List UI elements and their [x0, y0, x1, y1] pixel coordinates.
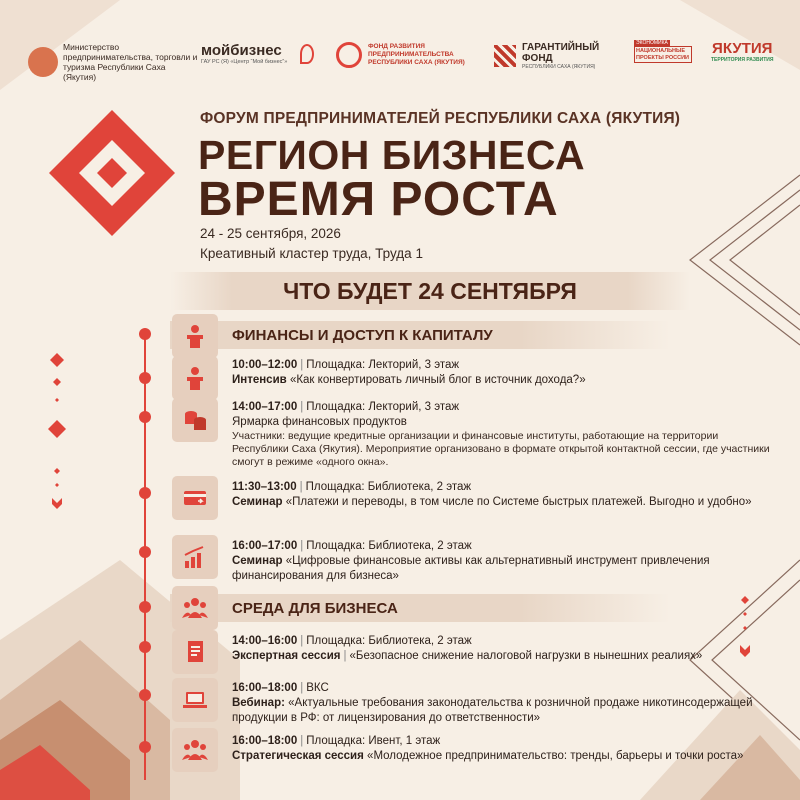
event-time: 14:00–16:00 — [232, 635, 298, 647]
event-kind: Семинар — [232, 496, 283, 508]
section-header — [170, 594, 670, 622]
event-description: Участники: ведущие кредитные организации и финансовые институты, работающие на территории Республики Саха (Якутия). Мероприятие организовано в формате открытой контактной сессии, где участники смогут в режиме «одного окна». — [232, 430, 770, 468]
event-item: 14:00–17:00 | Площадка: Лекторий, 3 этаж Ярмарка финансовых продуктов Участники: ведущие кредитные организации и финансовые институты, работающие на территории Республики Саха (Якутия). Мероприятие организовано в формате открытой контактной сессии, где участники смогут в режиме «одного окна». — [232, 400, 777, 469]
event-venue: Площадка: Лекторий, 3 этаж — [306, 401, 460, 413]
yakutia-logo-sub: ТЕРРИТОРИЯ РАЗВИТИЯ — [711, 57, 774, 63]
event-text: Ярмарка финансовых продуктов — [232, 416, 407, 428]
event-date: 24 - 25 сентября, 2026 — [200, 226, 341, 241]
timeline-dot — [139, 641, 151, 653]
people-group-icon — [172, 728, 218, 772]
event-text: «Как конвертировать личный блог в источник дохода?» — [289, 374, 586, 386]
timeline-dot — [139, 372, 151, 384]
national-projects-main: НАЦИОНАЛЬНЫЕ ПРОЕКТЫ РОССИИ — [634, 46, 692, 63]
national-projects-top: ЭКОНОМИКА — [636, 40, 668, 46]
event-venue: Площадка: Лекторий, 3 этаж — [306, 359, 460, 371]
laptop-icon — [172, 678, 218, 722]
event-venue: Площадка: Библиотека, 2 этаж — [306, 540, 472, 552]
speaker-podium-icon — [172, 356, 218, 400]
card-transfer-icon — [172, 476, 218, 520]
event-item: 16:00–18:00 | Площадка: Ивент, 1 этаж Стратегическая сессия «Молодежное предпринимательство: тренды, барьеры и точки роста» — [232, 735, 744, 762]
handshake-icon — [28, 47, 58, 77]
timeline-dot — [139, 546, 151, 558]
moy-biznes-logo-sub: ГАУ РС (Я) «Центр “Мой бизнес”» — [201, 59, 288, 65]
timeline-dot — [139, 411, 151, 423]
event-kind: Интенсив — [232, 374, 287, 386]
people-group-icon — [172, 586, 218, 630]
event-time: 16:00–17:00 — [232, 540, 298, 552]
event-kind: Семинар — [232, 555, 283, 567]
event-venue: Площадка: Библиотека, 2 этаж — [305, 481, 472, 493]
growth-chart-icon — [172, 535, 218, 579]
event-time: 16:00–18:00 — [232, 682, 298, 694]
yakutia-logo — [711, 40, 773, 63]
event-text: «Безопасное снижение налоговой нагрузки в нынешних реалиях» — [349, 650, 703, 662]
event-item: 10:00–12:00 | Площадка: Лекторий, 3 этаж Интенсив «Как конвертировать личный блог в источник дохода?» — [232, 359, 586, 386]
guarantee-fund-title: ГАРАНТИЙНЫЙ ФОНД — [522, 42, 600, 64]
event-kind: Вебинар: — [232, 697, 285, 709]
moy-biznes-logo — [201, 42, 287, 65]
event-item: 14:00–16:00 | Площадка: Библиотека, 2 этаж Экспертная сессия | «Безопасное снижение налоговой нагрузки в нынешних реалиях» — [232, 635, 703, 662]
moy-biznes-logo-text: мойбизнес — [201, 42, 282, 59]
event-item: 16:00–18:00 | ВКС Вебинар: «Актуальные требования законодательства к розничной продаже никотинсодержащей продукции в РФ: от лицензирования до ответственности» — [232, 682, 753, 724]
event-venue: ВКС — [306, 682, 329, 694]
day-banner-label: ЧТО БУДЕТ 24 СЕНТЯБРЯ — [283, 277, 577, 304]
event-item: 11:30–13:00 | Площадка: Библиотека, 2 этаж Семинар «Платежи и переводы, в том числе по Системе быстрых платежей. Выгодно и удобно» — [232, 481, 752, 508]
day-banner — [170, 272, 690, 310]
guarantee-fund-logo — [494, 42, 607, 70]
section-title: СРЕДА ДЛЯ БИЗНЕСА — [232, 599, 398, 617]
fund-logo — [336, 42, 483, 68]
event-time: 14:00–17:00 — [232, 401, 298, 413]
timeline-dot — [139, 487, 151, 499]
event-text: «Цифровые финансовые активы как альтернативный инструмент привлечения финансирования для бизнеса» — [232, 555, 710, 582]
event-time: 16:00–18:00 — [232, 735, 298, 747]
event-kind: Экспертная сессия — [232, 650, 341, 662]
event-text: «Актуальные требования законодательства к розничной продаже никотинсодержащей продукции в РФ: от лицензирования до ответственности» — [232, 697, 753, 724]
timeline-dot — [139, 741, 151, 753]
event-text: «Платежи и переводы, в том числе по Системе быстрых платежей. Выгодно и удобно» — [285, 496, 752, 508]
guarantee-fund-sub: РЕСПУБЛИКИ САХА (ЯКУТИЯ) — [522, 64, 596, 70]
coins-stack-icon — [172, 398, 218, 442]
event-place: Креативный кластер труда, Труда 1 — [200, 246, 423, 261]
title-line1: РЕГИОН БИЗНЕСА — [198, 132, 586, 178]
section-header — [170, 321, 670, 349]
event-venue: Площадка: Ивент, 1 этаж — [306, 735, 441, 747]
forum-subtitle: ФОРУМ ПРЕДПРИНИМАТЕЛЕЙ РЕСПУБЛИКИ САХА (ЯКУТИЯ) — [200, 110, 681, 127]
fund-logo-text: ФОНД РАЗВИТИЯ ПРЕДПРИНИМАТЕЛЬСТВА РЕСПУБЛИКИ САХА (ЯКУТИЯ) — [368, 43, 465, 66]
title-line2: ВРЕМЯ РОСТА — [198, 173, 559, 226]
ministry-logo — [28, 42, 198, 82]
guarantee-emblem-icon — [494, 45, 516, 67]
speaker-podium-icon — [172, 314, 218, 358]
event-time: 11:30–13:00 — [232, 481, 297, 493]
timeline-dot — [139, 689, 151, 701]
fund-emblem-icon — [336, 42, 362, 68]
ministry-logo-text: Министерство предпринимательства, торговли и туризма Республики Саха (Якутия) — [63, 42, 198, 82]
partner-logos — [28, 38, 778, 82]
national-projects-logo — [634, 40, 692, 74]
event-venue: Площадка: Библиотека, 2 этаж — [306, 635, 472, 647]
event-item: 16:00–17:00 | Площадка: Библиотека, 2 этаж Семинар «Цифровые финансовые активы как альтернативный инструмент привлечения финансирования для бизнеса» — [232, 540, 710, 582]
event-text: «Молодежное предпринимательство: тренды, барьеры и точки роста» — [367, 750, 744, 762]
timeline-dot — [139, 601, 151, 613]
document-icon — [172, 630, 218, 674]
event-time: 10:00–12:00 — [232, 359, 298, 371]
timeline-dot — [139, 328, 151, 340]
yakutia-logo-text: ЯКУТИЯ — [712, 40, 773, 57]
event-kind: Стратегическая сессия — [232, 750, 364, 762]
pin-icon — [300, 44, 314, 64]
section-title: ФИНАНСЫ И ДОСТУП К КАПИТАЛУ — [232, 326, 493, 344]
